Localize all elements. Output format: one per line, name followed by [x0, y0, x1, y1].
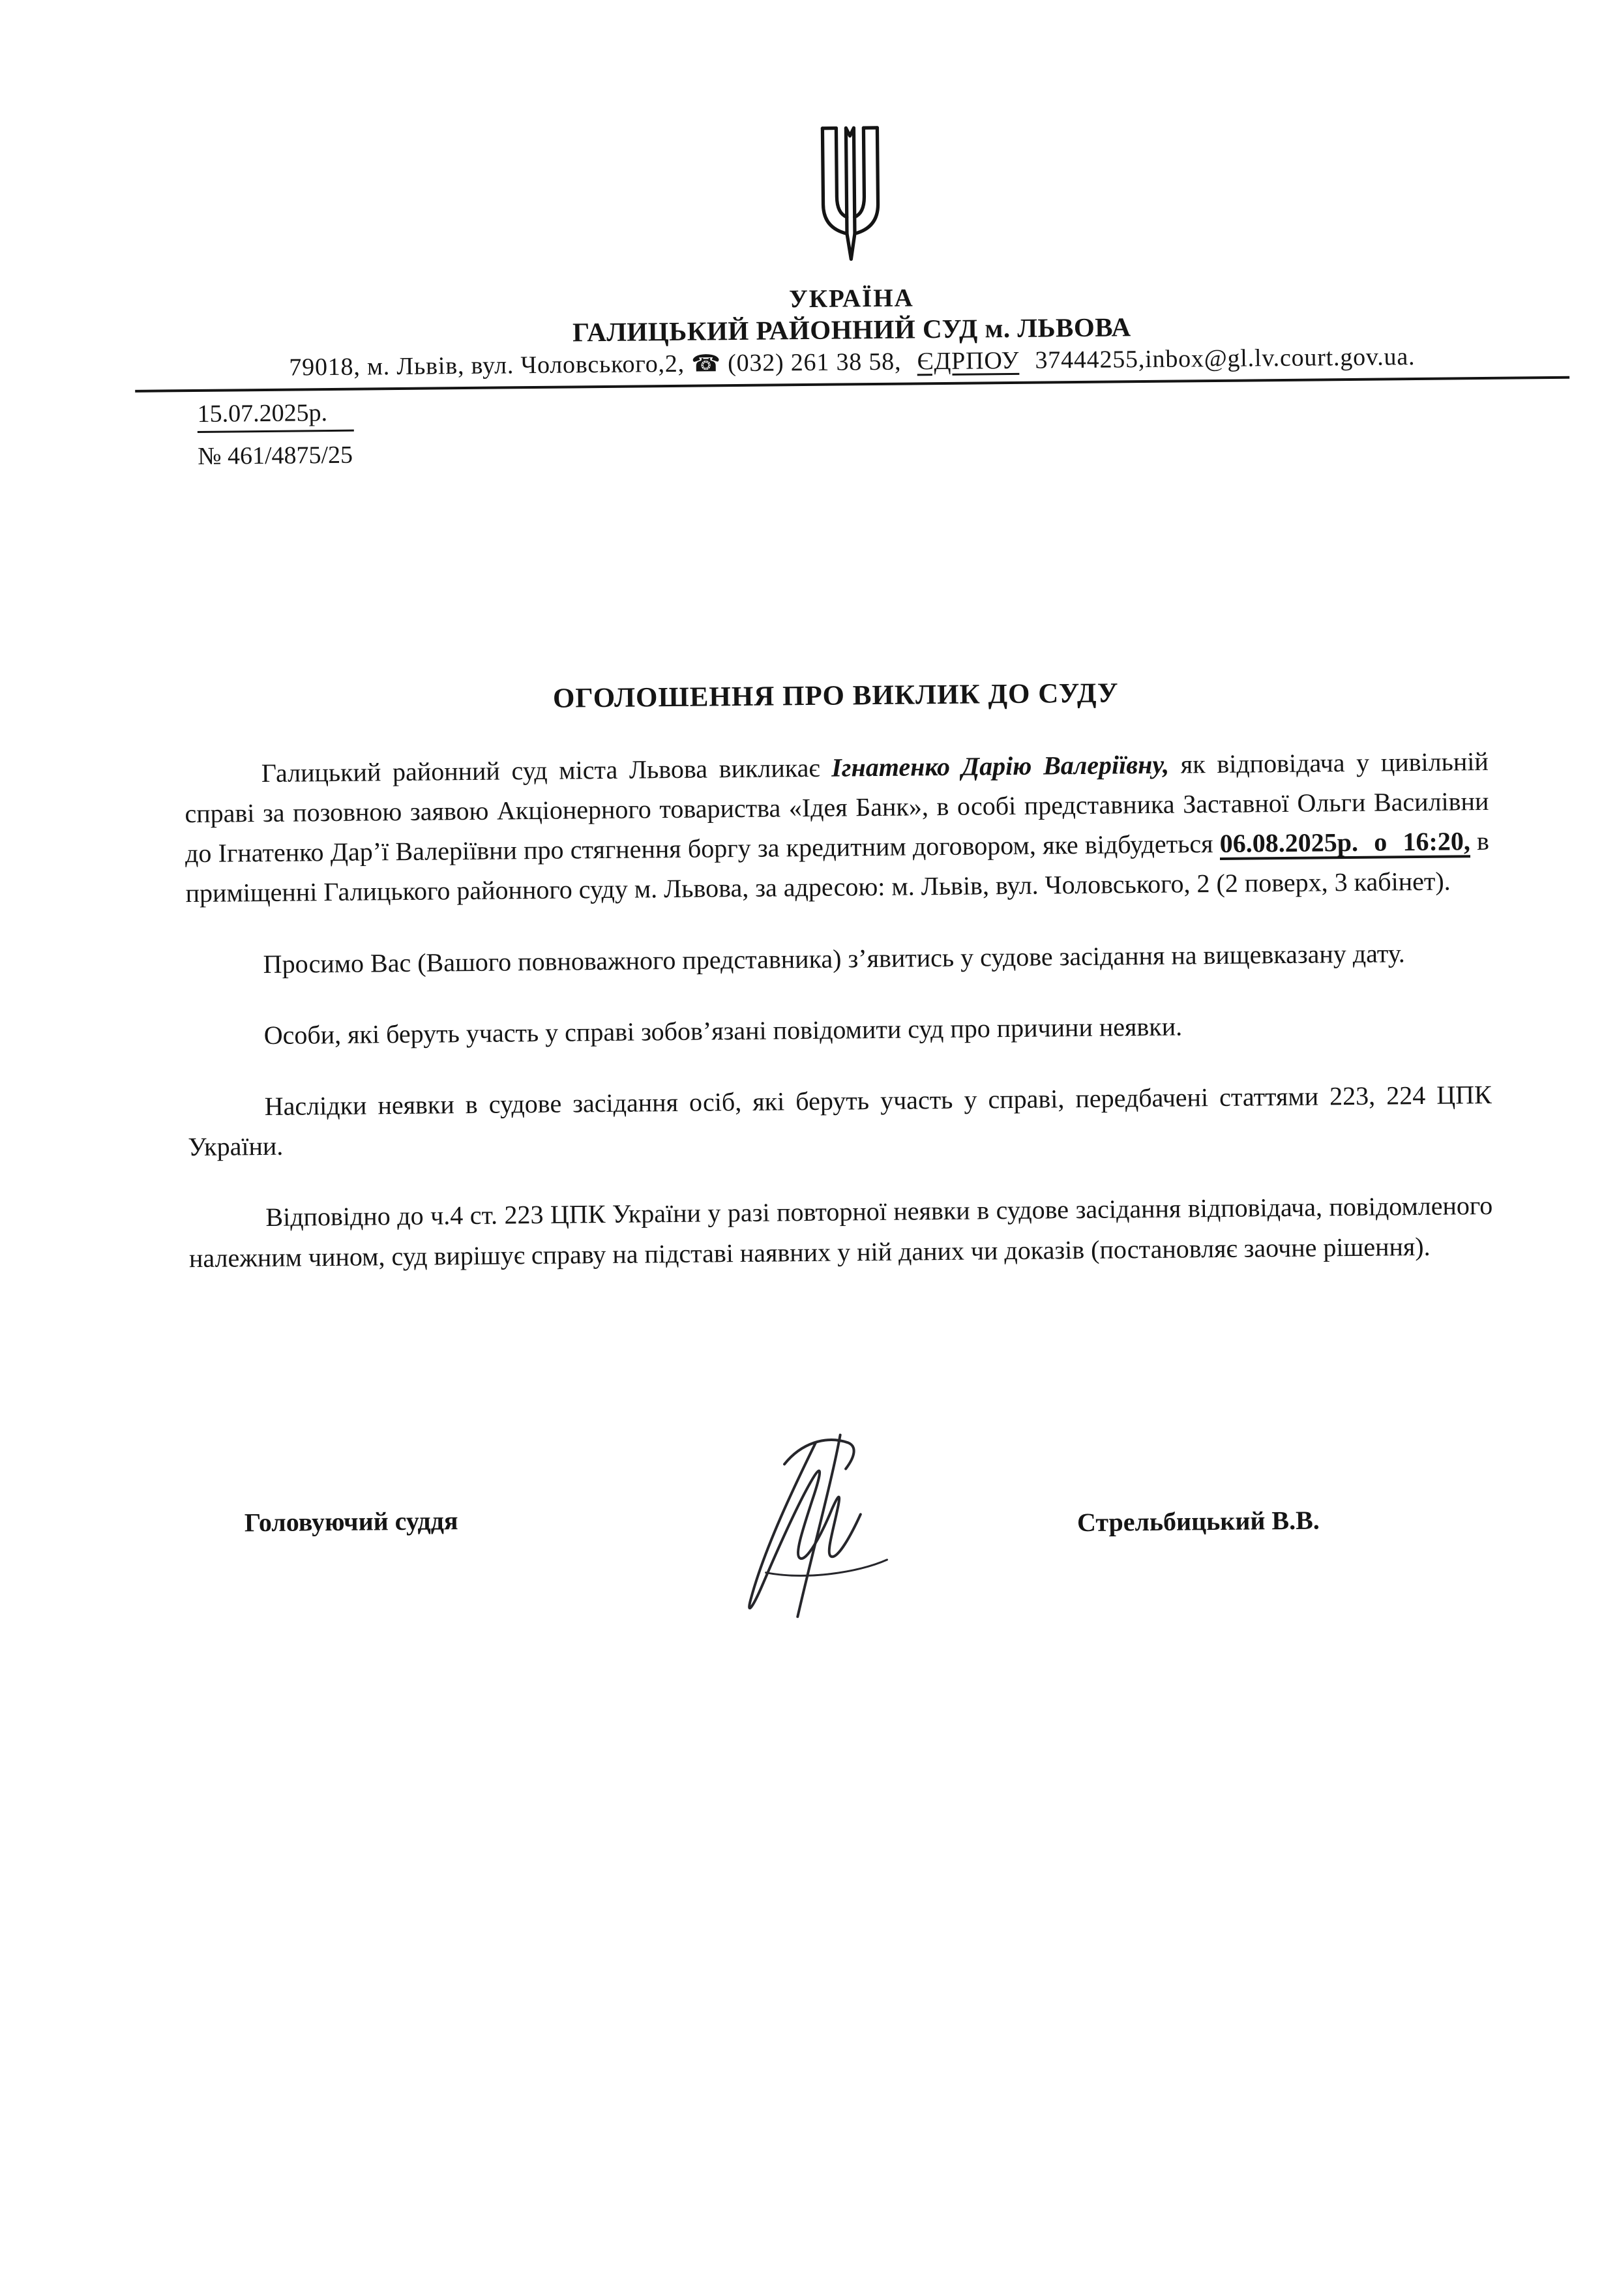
- paragraph-summons: [185, 741, 1490, 914]
- signature-block: [191, 1455, 1497, 1663]
- document-body: [184, 674, 1497, 1663]
- paragraph-consequences: Наслідки неявки в судове засідання осіб, які беруть участь у справі, передбачені статтями 223, 224 ЦПК України.: [188, 1079, 1492, 1162]
- document-title: ОГОЛОШЕННЯ ПРО ВИКЛИК ДО СУДУ: [552, 678, 1119, 714]
- summons-intro: Галицький районний суд міста Львова викликає: [261, 753, 832, 788]
- date-row: [135, 387, 1569, 434]
- phone-icon: ☎: [691, 350, 722, 378]
- summons-middle: як відповідача у цивільній справі за позовною заявою Акціонерного товариства «Ідея Банк», в особі представника Заставної Ольги Василівни до Ігнатенко Дар’ї Валеріївни про стягнення боргу за кредитним договором, яке відбудеться: [185, 746, 1489, 869]
- address-part-2: (032) 261 38 58,: [720, 348, 908, 378]
- judge-name: Стрельбицький В.В.: [1076, 1505, 1320, 1537]
- handwritten-signature: [686, 1407, 962, 1632]
- country-name: УКРАЇНА: [788, 284, 914, 314]
- court-name: ГАЛИЦЬКИЙ РАЙОННИЙ СУД м. ЛЬВОВА: [572, 312, 1131, 348]
- court-email: inbox@gl.lv.court.gov.ua.: [1144, 343, 1416, 374]
- case-number-row: [136, 429, 1570, 471]
- paragraph-obligation: Особи, які беруть участь у справі зобов’язані повідомити суд про причини неявки.: [263, 1011, 1183, 1050]
- defendant-name: Ігнатенко Дарію Валеріївну,: [831, 749, 1170, 783]
- paragraph-law-reference: Відповідно до ч.4 ст. 223 ЦПК України у разі повторної неявки в судове засідання відповідача, повідомленого належним чином, суд вирішує справу на підставі наявних у ній даних чи доказів (постановляє заочне рішення).: [188, 1191, 1493, 1273]
- summons-end: в приміщенні Галицького районного суду м. Львова, за адресою: м. Львів, вул. Чоловського, 2 (2 поверх, 3 кабінет).: [185, 826, 1490, 908]
- address-part-1: 79018, м. Львів, вул. Чоловського,2,: [289, 350, 692, 381]
- letterhead: [132, 110, 1570, 471]
- case-number: № 461/4875/25: [197, 441, 353, 470]
- hearing-datetime: 06.08.2025р. о 16:20,: [1219, 826, 1471, 859]
- edrpou-number: 37444255,: [1028, 346, 1146, 374]
- judge-title: Головуючий суддя: [244, 1505, 458, 1538]
- paragraph-request: Просимо Вас (Вашого повноважного представника) з’явитись у судове засідання на вищевказану дату.: [263, 938, 1406, 979]
- edrpou-label: ЄДРПОУ: [917, 347, 1020, 376]
- ukraine-trident-icon: [801, 117, 900, 271]
- document-date: 15.07.2025р.: [197, 398, 353, 432]
